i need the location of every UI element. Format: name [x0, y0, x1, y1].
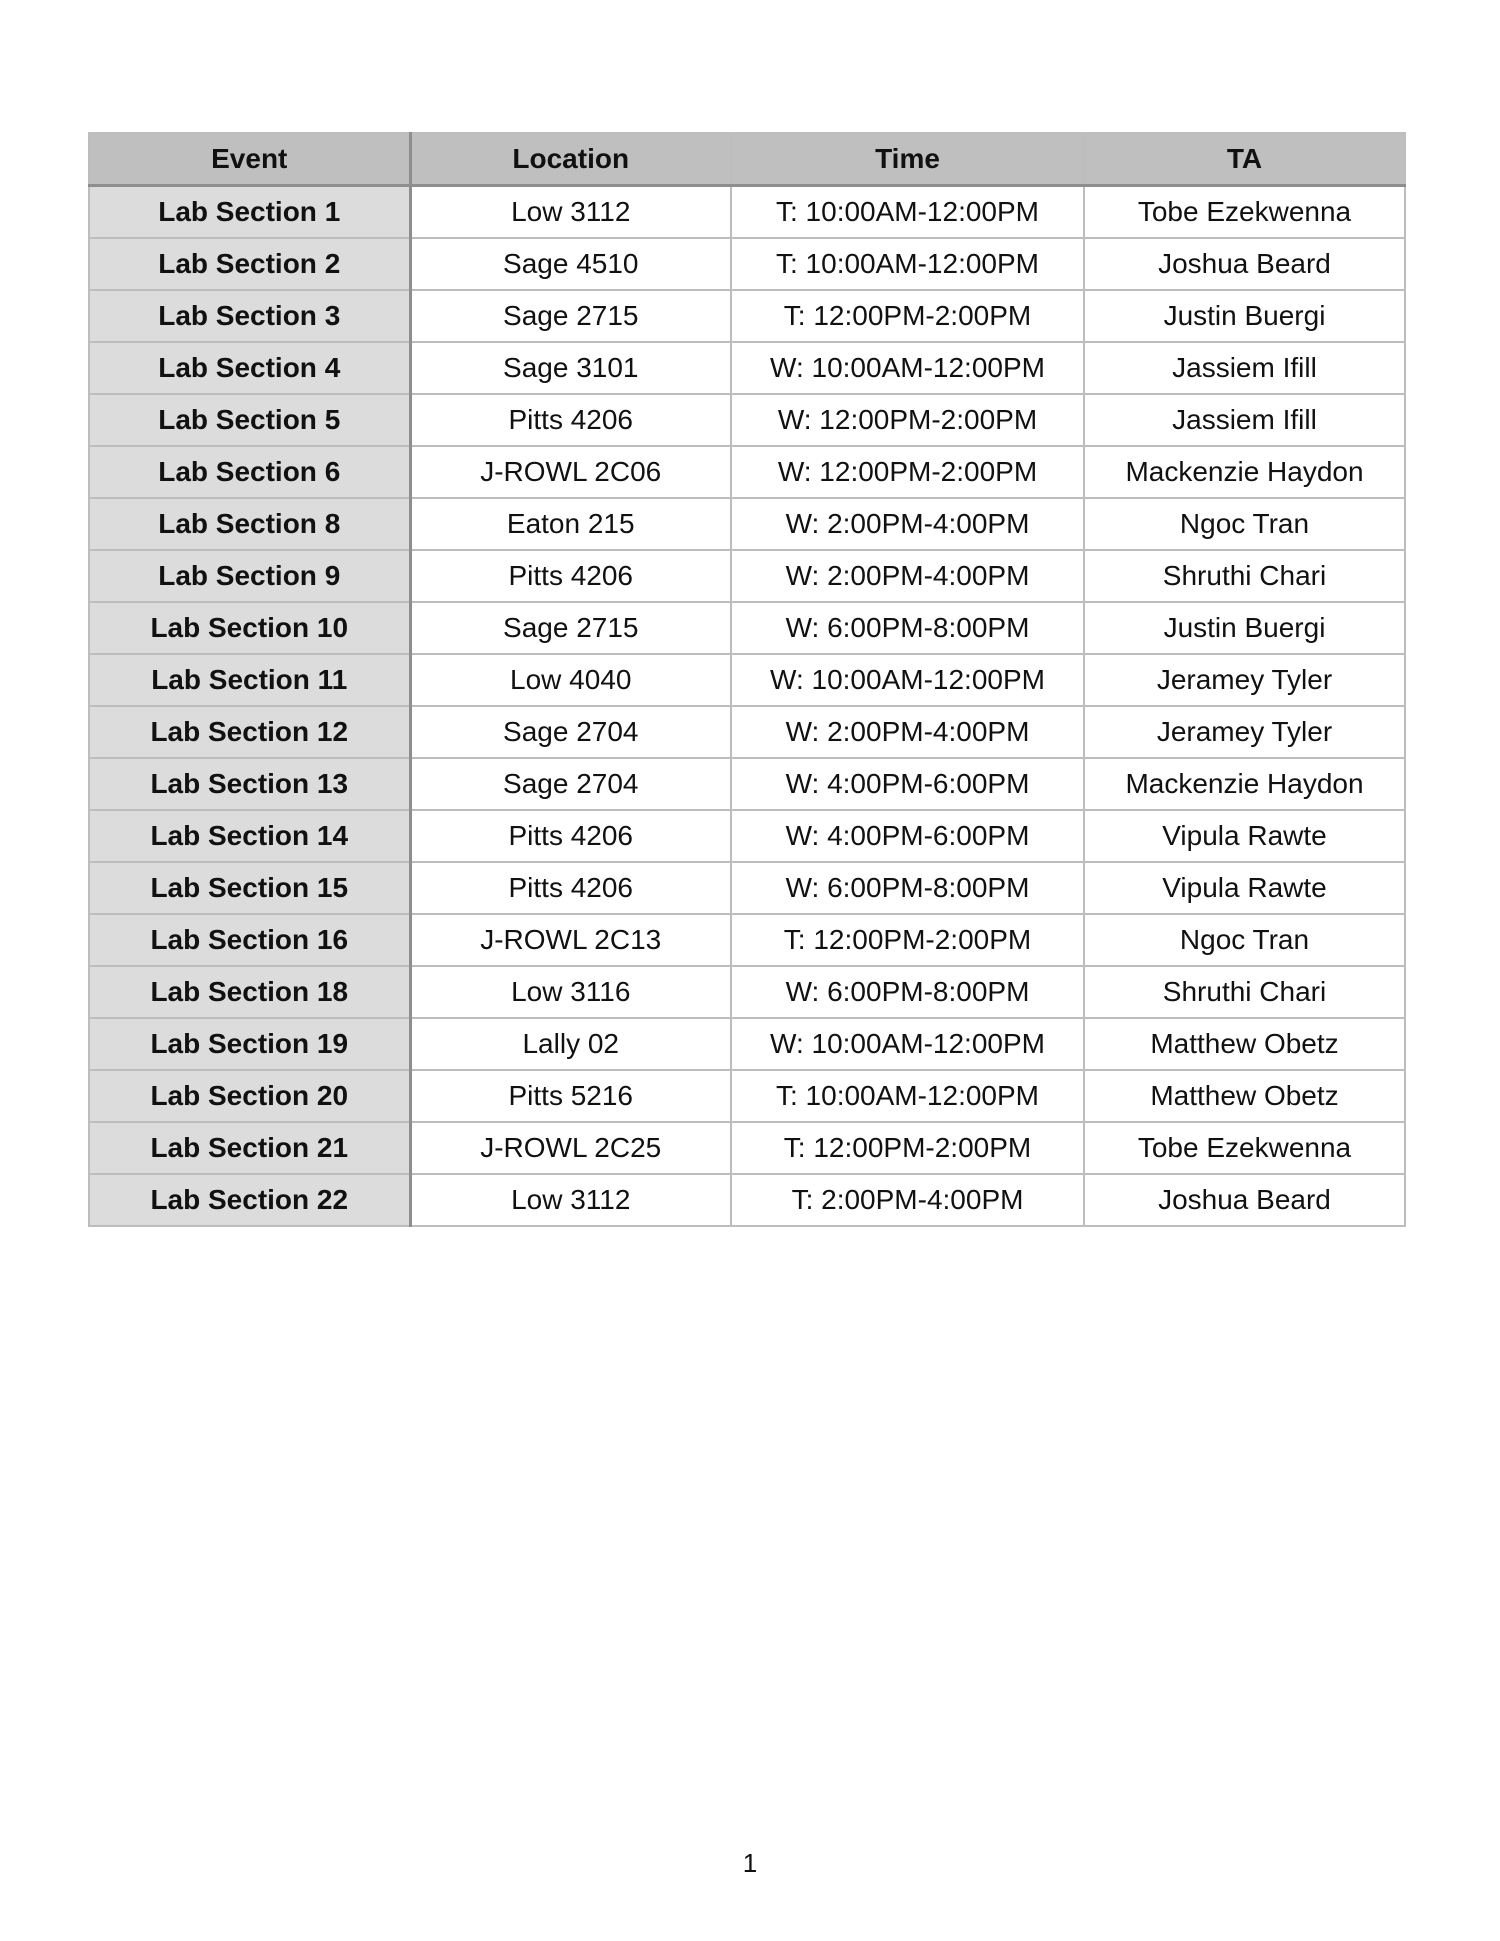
cell-ta: Tobe Ezekwenna	[1084, 1122, 1405, 1174]
cell-time: T: 10:00AM-12:00PM	[731, 1070, 1084, 1122]
cell-time: W: 10:00AM-12:00PM	[731, 1018, 1084, 1070]
cell-event: Lab Section 21	[89, 1122, 410, 1174]
table-row	[89, 342, 1405, 394]
cell-ta: Ngoc Tran	[1084, 914, 1405, 966]
cell-time: W: 2:00PM-4:00PM	[731, 550, 1084, 602]
cell-location: Sage 2704	[410, 758, 731, 810]
cell-event: Lab Section 19	[89, 1018, 410, 1070]
cell-event: Lab Section 8	[89, 498, 410, 550]
cell-ta: Jeramey Tyler	[1084, 706, 1405, 758]
cell-location: Low 3112	[410, 1174, 731, 1226]
cell-event: Lab Section 20	[89, 1070, 410, 1122]
cell-event: Lab Section 22	[89, 1174, 410, 1226]
cell-location: Sage 3101	[410, 342, 731, 394]
cell-time: W: 2:00PM-4:00PM	[731, 498, 1084, 550]
table-row	[89, 1070, 1405, 1122]
table-row	[89, 914, 1405, 966]
cell-ta: Shruthi Chari	[1084, 966, 1405, 1018]
table-row	[89, 1018, 1405, 1070]
cell-ta: Justin Buergi	[1084, 290, 1405, 342]
cell-ta: Vipula Rawte	[1084, 810, 1405, 862]
cell-time: W: 10:00AM-12:00PM	[731, 342, 1084, 394]
cell-location: Sage 2715	[410, 290, 731, 342]
table-row	[89, 810, 1405, 862]
table-body	[89, 186, 1405, 1227]
table-row	[89, 498, 1405, 550]
cell-ta: Matthew Obetz	[1084, 1018, 1405, 1070]
cell-location: Pitts 4206	[410, 394, 731, 446]
cell-time: T: 12:00PM-2:00PM	[731, 914, 1084, 966]
cell-location: Lally 02	[410, 1018, 731, 1070]
table-row	[89, 446, 1405, 498]
lab-schedule-table	[88, 132, 1406, 1227]
cell-location: Sage 4510	[410, 238, 731, 290]
cell-ta: Ngoc Tran	[1084, 498, 1405, 550]
column-header-ta: TA	[1084, 133, 1405, 186]
cell-event: Lab Section 5	[89, 394, 410, 446]
cell-time: W: 6:00PM-8:00PM	[731, 966, 1084, 1018]
table-row	[89, 966, 1405, 1018]
cell-ta: Jassiem Ifill	[1084, 394, 1405, 446]
cell-event: Lab Section 11	[89, 654, 410, 706]
cell-ta: Jeramey Tyler	[1084, 654, 1405, 706]
page-number: 1	[742, 1848, 758, 1878]
cell-ta: Mackenzie Haydon	[1084, 758, 1405, 810]
cell-event: Lab Section 2	[89, 238, 410, 290]
table-row	[89, 706, 1405, 758]
cell-location: Pitts 5216	[410, 1070, 731, 1122]
cell-time: T: 2:00PM-4:00PM	[731, 1174, 1084, 1226]
cell-ta: Matthew Obetz	[1084, 1070, 1405, 1122]
cell-location: Low 3112	[410, 186, 731, 239]
table-row	[89, 654, 1405, 706]
table-row	[89, 394, 1405, 446]
cell-location: Pitts 4206	[410, 862, 731, 914]
column-header-time: Time	[731, 133, 1084, 186]
cell-time: T: 12:00PM-2:00PM	[731, 290, 1084, 342]
cell-location: Low 4040	[410, 654, 731, 706]
cell-event: Lab Section 18	[89, 966, 410, 1018]
cell-ta: Tobe Ezekwenna	[1084, 186, 1405, 239]
table-row	[89, 186, 1405, 239]
cell-ta: Joshua Beard	[1084, 1174, 1405, 1226]
table-row	[89, 238, 1405, 290]
table-header	[89, 133, 1405, 186]
cell-event: Lab Section 12	[89, 706, 410, 758]
cell-event: Lab Section 10	[89, 602, 410, 654]
cell-time: W: 12:00PM-2:00PM	[731, 394, 1084, 446]
table-row	[89, 758, 1405, 810]
cell-location: J-ROWL 2C06	[410, 446, 731, 498]
cell-event: Lab Section 14	[89, 810, 410, 862]
cell-location: Eaton 215	[410, 498, 731, 550]
cell-time: T: 10:00AM-12:00PM	[731, 238, 1084, 290]
table-row	[89, 1122, 1405, 1174]
cell-time: T: 12:00PM-2:00PM	[731, 1122, 1084, 1174]
table-row	[89, 602, 1405, 654]
cell-ta: Joshua Beard	[1084, 238, 1405, 290]
cell-location: Pitts 4206	[410, 810, 731, 862]
cell-time: W: 4:00PM-6:00PM	[731, 758, 1084, 810]
cell-event: Lab Section 9	[89, 550, 410, 602]
cell-ta: Mackenzie Haydon	[1084, 446, 1405, 498]
cell-ta: Justin Buergi	[1084, 602, 1405, 654]
cell-location: Pitts 4206	[410, 550, 731, 602]
cell-location: Sage 2704	[410, 706, 731, 758]
cell-event: Lab Section 15	[89, 862, 410, 914]
cell-time: W: 10:00AM-12:00PM	[731, 654, 1084, 706]
column-header-location: Location	[410, 133, 731, 186]
cell-time: W: 6:00PM-8:00PM	[731, 602, 1084, 654]
table-row	[89, 290, 1405, 342]
cell-event: Lab Section 13	[89, 758, 410, 810]
cell-event: Lab Section 16	[89, 914, 410, 966]
table-row	[89, 550, 1405, 602]
cell-location: Sage 2715	[410, 602, 731, 654]
cell-location: Low 3116	[410, 966, 731, 1018]
table-row	[89, 862, 1405, 914]
cell-time: W: 4:00PM-6:00PM	[731, 810, 1084, 862]
cell-location: J-ROWL 2C25	[410, 1122, 731, 1174]
cell-time: W: 2:00PM-4:00PM	[731, 706, 1084, 758]
cell-ta: Jassiem Ifill	[1084, 342, 1405, 394]
cell-event: Lab Section 3	[89, 290, 410, 342]
cell-time: W: 6:00PM-8:00PM	[731, 862, 1084, 914]
header-row	[89, 133, 1405, 186]
cell-time: W: 12:00PM-2:00PM	[731, 446, 1084, 498]
cell-ta: Shruthi Chari	[1084, 550, 1405, 602]
cell-event: Lab Section 1	[89, 186, 410, 239]
column-header-event: Event	[89, 133, 410, 186]
cell-location: J-ROWL 2C13	[410, 914, 731, 966]
cell-event: Lab Section 4	[89, 342, 410, 394]
table-row	[89, 1174, 1405, 1226]
cell-ta: Vipula Rawte	[1084, 862, 1405, 914]
cell-time: T: 10:00AM-12:00PM	[731, 186, 1084, 239]
cell-event: Lab Section 6	[89, 446, 410, 498]
